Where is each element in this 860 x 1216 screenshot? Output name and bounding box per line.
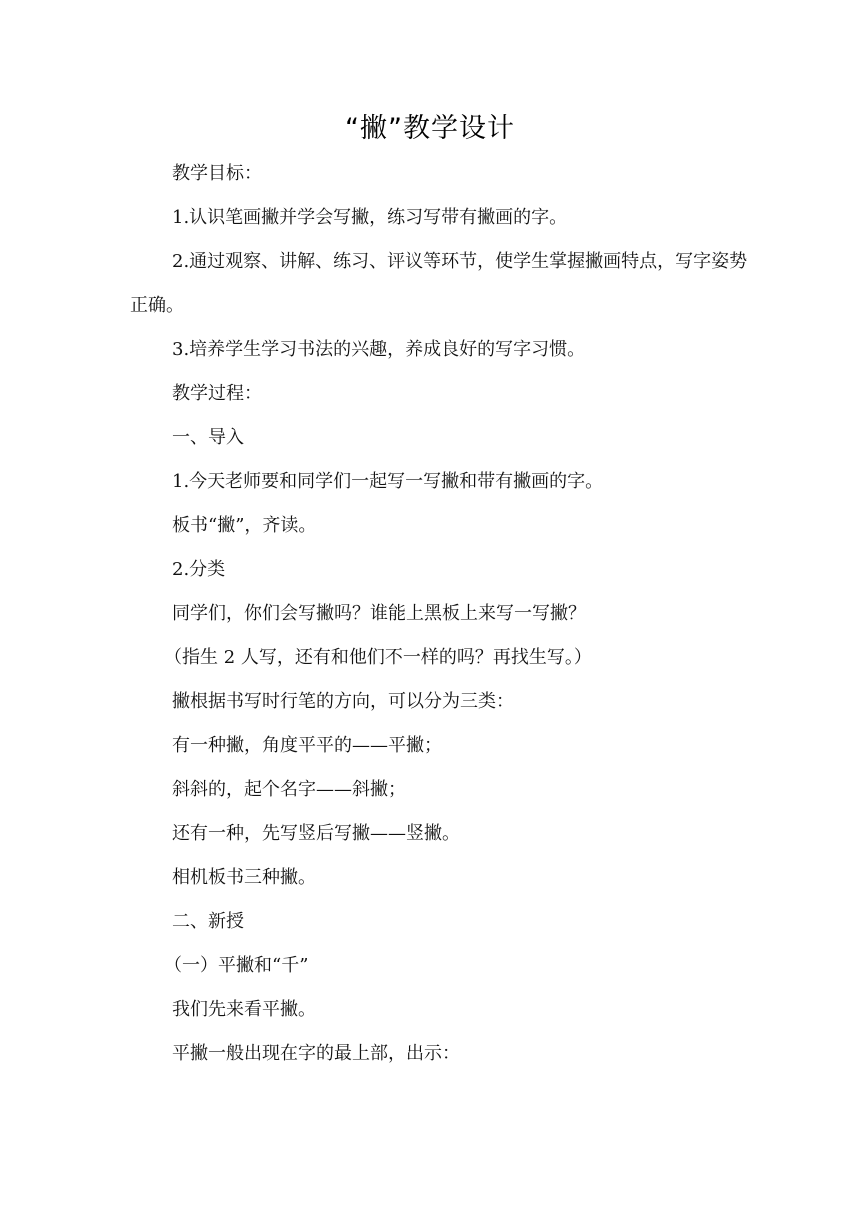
section-heading-new-lesson: 二、新授 <box>172 911 244 932</box>
subsection-heading-flat-stroke-qian: （一）平撇和“千” <box>164 955 309 976</box>
paragraph-goal-1: 1.认识笔画撇并学会写撇，练习写带有撇画的字。 <box>172 207 568 228</box>
paragraph-board-three-strokes: 相机板书三种撇。 <box>172 867 316 888</box>
paragraph-blackboard-read: 板书“撇”，齐读。 <box>172 515 317 536</box>
paragraph-flat-stroke-position: 平撇一般出现在字的最上部，出示： <box>172 1043 460 1064</box>
section-heading-introduction: 一、导入 <box>172 427 244 448</box>
paragraph-goal-2: 2.通过观察、讲解、练习、评议等环节，使学生掌握撇画特点，写字姿势正确。 <box>130 251 748 316</box>
paragraph-classification-heading: 2.分类 <box>172 559 226 580</box>
paragraph-intro-1: 1.今天老师要和同学们一起写一写撇和带有撇画的字。 <box>172 471 604 492</box>
paragraph-flat-stroke: 有一种撇，角度平平的——平撇； <box>172 735 442 756</box>
paragraph-categories-intro: 撇根据书写时行笔的方向，可以分为三类： <box>172 691 514 712</box>
paragraph-question: 同学们，你们会写撇吗？谁能上黑板上来写一写撇？ <box>172 603 586 624</box>
document-body <box>130 152 750 1076</box>
paragraph-teaching-goals-heading: 教学目标： <box>172 163 262 184</box>
paragraph-look-flat-stroke: 我们先来看平撇。 <box>172 999 316 1020</box>
paragraph-note: （指生 2 人写，还有和他们不一样的吗？再找生写。） <box>164 647 592 668</box>
paragraph-teaching-process-heading: 教学过程： <box>172 383 262 404</box>
document-title: “撇”教学设计 <box>345 113 515 144</box>
paragraph-slant-stroke: 斜斜的，起个名字——斜撇； <box>172 779 406 800</box>
paragraph-goal-3: 3.培养学生学习书法的兴趣，养成良好的写字习惯。 <box>172 339 586 360</box>
paragraph-vertical-stroke: 还有一种，先写竖后写撇——竖撇。 <box>172 823 460 844</box>
